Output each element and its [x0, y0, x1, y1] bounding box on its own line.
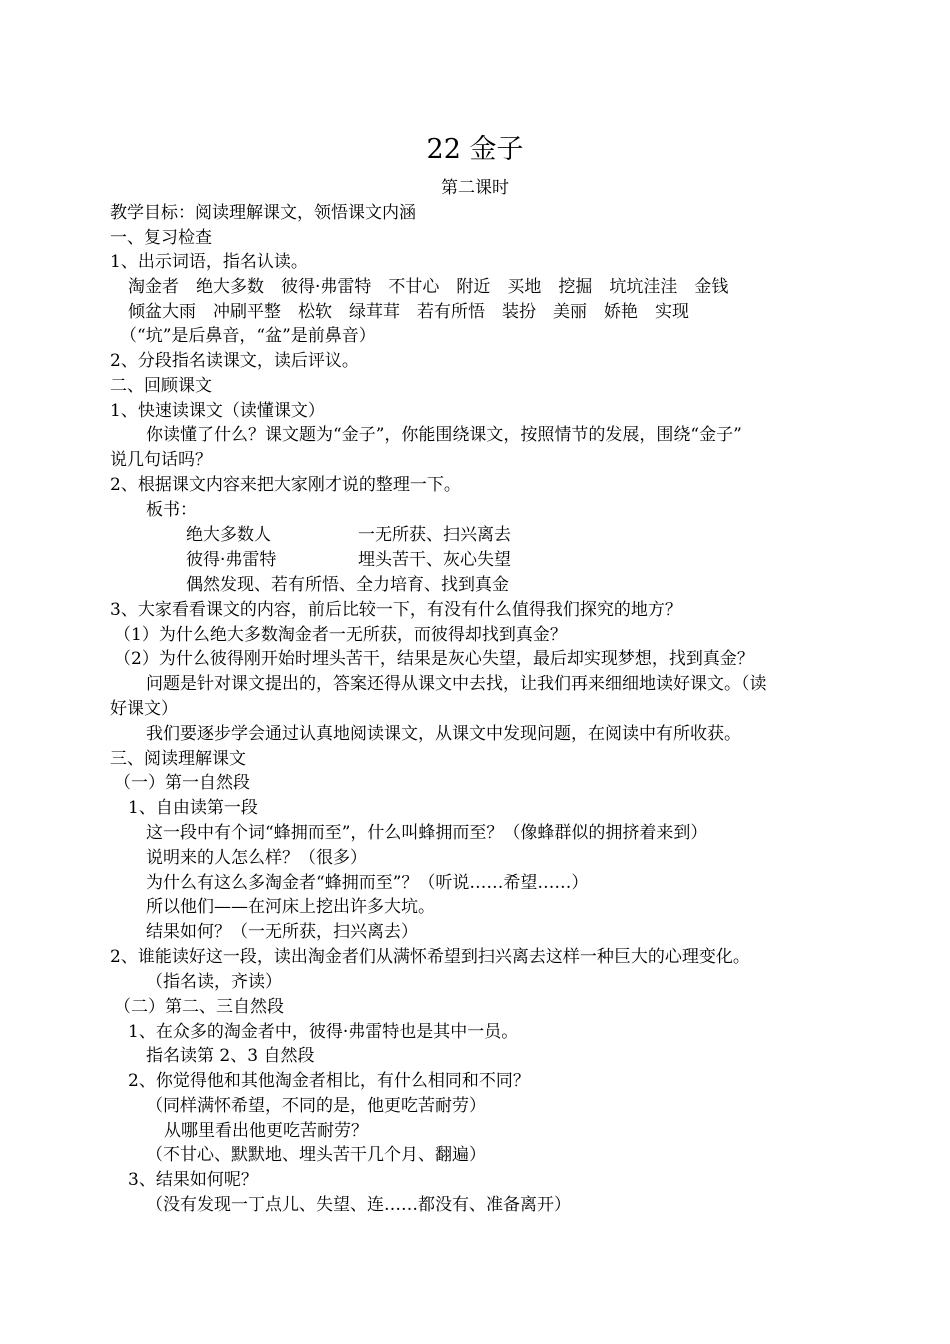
pronunciation-note: （“坑”是后鼻音，“盆”是前鼻音） [120, 326, 376, 346]
text-line: 从哪里看出他更吃苦耐劳？ [164, 1121, 368, 1141]
subsection-heading-2: （二）第二、三自然段 [114, 997, 284, 1017]
text-line: 说几句话吗？ [110, 450, 212, 470]
text-line: 2、你觉得他和其他淘金者相比，有什么相同和不同？ [128, 1071, 530, 1091]
text-line: 1、自由读第一段 [128, 798, 258, 818]
subsection-heading-1: （一）第一自然段 [114, 773, 250, 793]
text-line: （没有发现一丁点儿、失望、连……都没有、准备离开） [146, 1195, 571, 1215]
text-line: （同样满怀希望，不同的是，他更吃苦耐劳） [146, 1096, 486, 1116]
text-line: 好课文） [110, 699, 178, 719]
text-line: 2、根据课文内容来把大家刚才说的整理一下。 [110, 475, 461, 495]
question-2: （2）为什么彼得刚开始时埋头苦干，结果是灰心失望，最后却实现梦想，找到真金？ [114, 649, 754, 669]
text-line: 你读懂了什么？课文题为“金子”，你能围绕课文，按照情节的发展，围绕“金子” [146, 425, 742, 445]
blackboard-label: 板书： [146, 500, 197, 520]
text-line: 1、在众多的淘金者中，彼得·弗雷特也是其中一员。 [128, 1022, 519, 1042]
text-line: 说明来的人怎么样？（很多） [146, 848, 367, 868]
blackboard-row-2-left: 彼得·弗雷特 [186, 550, 277, 570]
text-line: 所以他们——在河床上挖出许多大坑。 [146, 897, 435, 917]
text-line: 1、出示词语，指名认读。 [110, 252, 308, 272]
vocab-line-1: 淘金者 绝大多数 彼得·弗雷特 不甘心 附近 买地 挖掘 坑坑洼洼 金钱 [128, 277, 729, 297]
text-line: 3、大家看看课文的内容，前后比较一下，有没有什么值得我们探究的地方？ [110, 600, 682, 620]
vocab-line-2: 倾盆大雨 冲刷平整 松软 绿茸茸 若有所悟 装扮 美丽 娇艳 实现 [128, 302, 689, 322]
text-line: 3、结果如何呢？ [128, 1170, 258, 1190]
text-line: 结果如何？（一无所获，扫兴离去） [146, 922, 418, 942]
text-line: 2、分段指名读课文，读后评议。 [110, 351, 359, 371]
text-line: 1、快速读课文（读懂课文） [110, 401, 325, 421]
document-title: 22 金子 [426, 134, 524, 165]
question-1: （1）为什么绝大多数淘金者一无所获，而彼得却找到真金？ [114, 625, 567, 645]
text-line: 我们要逐步学会通过认真地阅读课文，从课文中发现问题，在阅读中有所收获。 [146, 724, 741, 744]
document-subtitle: 第二课时 [441, 178, 509, 198]
text-line: 问题是针对课文提出的，答案还得从课文中去找，让我们再来细细地读好课文。（读 [146, 674, 767, 694]
blackboard-row-2-right: 埋头苦干、灰心失望 [358, 550, 511, 570]
text-line: 这一段中有个词“蜂拥而至”，什么叫蜂拥而至？（像蜂群似的拥挤着来到） [146, 823, 708, 843]
text-line: 为什么有这么多淘金者“蜂拥而至”？（听说……希望……） [146, 873, 589, 893]
text-line: 指名读第 2、3 自然段 [146, 1046, 315, 1066]
blackboard-row-1-left: 绝大多数人 [186, 525, 271, 545]
text-line: 2、谁能读好这一段，读出淘金者们从满怀希望到扫兴离去这样一种巨大的心理变化。 [110, 947, 750, 967]
section-heading-recall: 二、回顾课文 [110, 376, 212, 396]
text-line: （指名读，齐读） [146, 972, 282, 992]
blackboard-row-3: 偶然发现、若有所悟、全力培育、找到真金 [186, 575, 509, 595]
text-line: （不甘心、默默地、埋头苦干几个月、翻遍） [146, 1145, 486, 1165]
teaching-goal: 教学目标：阅读理解课文，领悟课文内涵 [110, 203, 416, 223]
section-heading-reading: 三、阅读理解课文 [110, 749, 246, 769]
blackboard-row-1-right: 一无所获、扫兴离去 [358, 525, 511, 545]
section-heading-review: 一、复习检查 [110, 228, 212, 248]
